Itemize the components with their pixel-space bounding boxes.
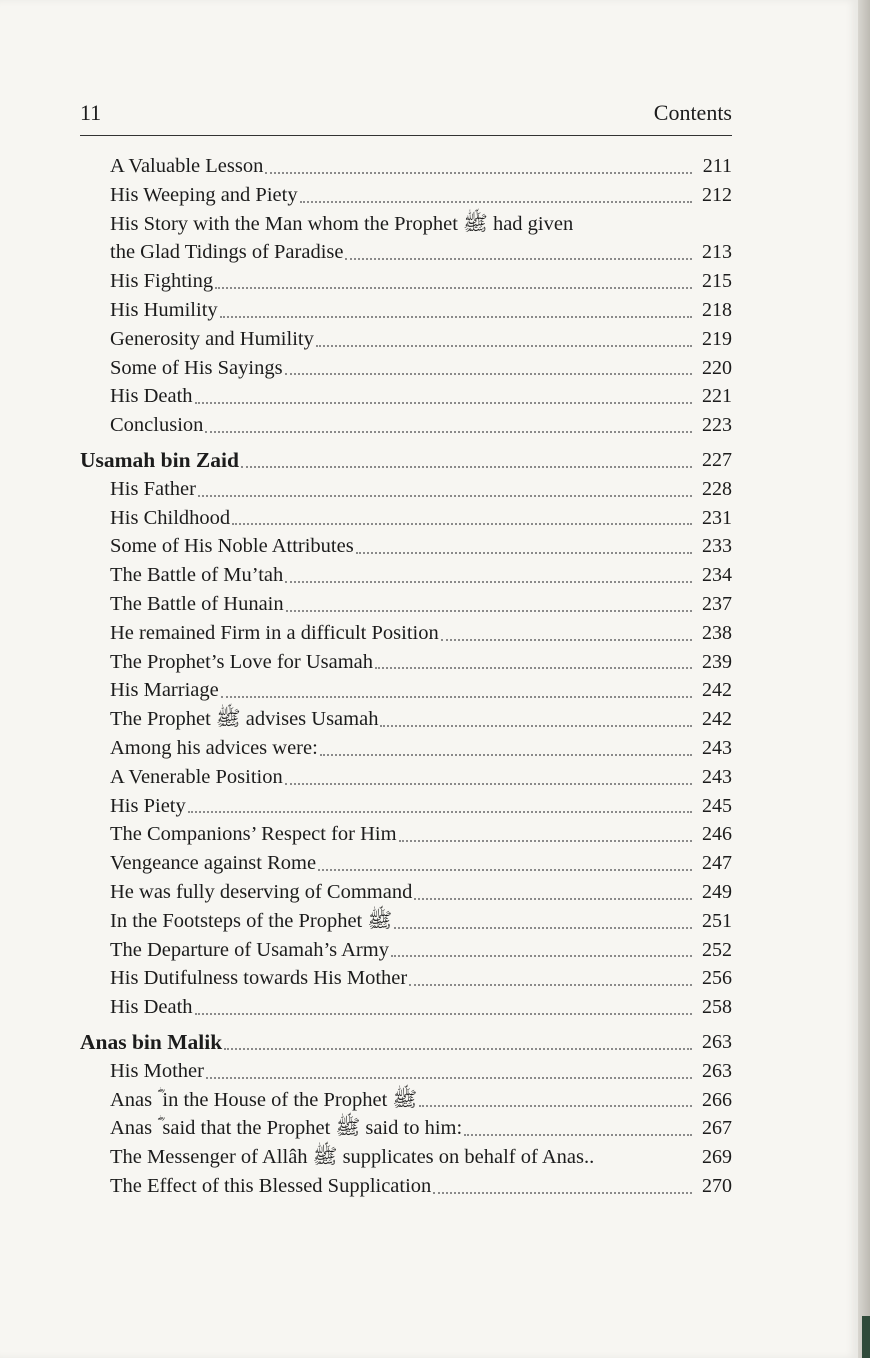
- toc-entry-title: Vengeance against Rome: [110, 852, 317, 875]
- toc-entry-title: Anas bin Malik: [80, 1029, 223, 1054]
- toc-entry: [80, 532, 732, 561]
- book-cover-edge: [862, 1316, 870, 1358]
- toc-entry-page: 249: [702, 880, 732, 903]
- toc-entry-page: 267: [702, 1117, 732, 1140]
- running-title: Contents: [653, 100, 732, 125]
- toc-entry-title: Generosity and Humility: [110, 327, 314, 350]
- dot-leader: [391, 955, 692, 957]
- toc-entry: [80, 1086, 732, 1115]
- dot-leader: [206, 1077, 692, 1079]
- toc-entry-title: He was fully deserving of Command: [110, 880, 413, 903]
- toc-entry: [80, 210, 732, 239]
- toc-entry-page: 243: [702, 765, 732, 788]
- dot-leader: [232, 523, 692, 525]
- dot-leader: [409, 984, 692, 986]
- toc-entry: [80, 619, 732, 648]
- dot-leader: [433, 1192, 692, 1194]
- toc-entry-title: The Departure of Usamah’s Army: [110, 938, 389, 961]
- toc-entry-page: 247: [702, 852, 732, 875]
- toc-entry-title: Usamah bin Zaid: [80, 447, 239, 472]
- dot-leader: [265, 172, 692, 174]
- toc-entry: [80, 382, 732, 411]
- toc-entry: [80, 411, 732, 440]
- toc-entry-page: 242: [702, 708, 732, 731]
- dot-leader: [316, 345, 692, 347]
- toc-entry-title: The Effect of this Blessed Supplication: [110, 1174, 432, 1197]
- toc-entry-title: The Battle of Mu’tah: [110, 564, 284, 587]
- toc-entry-title: Conclusion: [110, 414, 204, 437]
- toc-entry-title: His Dutifulness towards His Mother: [110, 967, 408, 990]
- page-header: [80, 100, 732, 126]
- toc-entry: [80, 734, 732, 763]
- toc-entry: [80, 590, 732, 619]
- toc-entry-title: His Piety: [110, 794, 186, 817]
- toc-entry: [80, 296, 732, 325]
- toc-entry: [80, 705, 732, 734]
- toc-entry-title: His Death: [110, 385, 193, 408]
- toc-entry-title: His Marriage: [110, 679, 219, 702]
- toc-entry-title: He remained Firm in a difficult Position: [110, 621, 439, 644]
- toc-entry-title: The Battle of Hunain: [110, 592, 284, 615]
- dot-leader: [318, 869, 692, 871]
- toc-entry-page: 245: [702, 794, 732, 817]
- toc-entry-title: Some of His Sayings: [110, 356, 283, 379]
- toc-entry-title: The Prophet’s Love for Usamah: [110, 650, 374, 673]
- toc-entry: [80, 936, 732, 965]
- toc-entry-title: The Companions’ Respect for Him: [110, 823, 397, 846]
- dot-leader: [320, 754, 692, 756]
- toc-entry-page: 239: [702, 650, 732, 673]
- dot-leader: [419, 1105, 692, 1107]
- dot-leader: [380, 725, 692, 727]
- dot-leader: [441, 639, 692, 641]
- dot-leader: [198, 495, 692, 497]
- dot-leader: [221, 696, 692, 698]
- toc-entry-page: 212: [702, 183, 732, 206]
- dot-leader: [375, 667, 692, 669]
- book-spine-edge: [858, 0, 870, 1358]
- toc-entry-page: 219: [702, 327, 732, 350]
- toc-entry-title: His Humility: [110, 298, 218, 321]
- toc-entry: [80, 181, 732, 210]
- toc-entry-page: 211: [702, 155, 732, 177]
- toc-entry-page: 252: [702, 938, 732, 961]
- dot-leader: [205, 431, 692, 433]
- toc-entry-title: A Valuable Lesson: [110, 155, 264, 177]
- toc-entry-title: His Childhood: [110, 506, 231, 529]
- toc-entry-title: His Mother: [110, 1059, 204, 1082]
- toc-entry: [80, 1172, 732, 1201]
- toc-entry-page: 238: [702, 621, 732, 644]
- dot-leader: [285, 581, 692, 583]
- toc-entry-page: 246: [702, 823, 732, 846]
- toc-entry-title: His Father: [110, 477, 196, 500]
- toc-entry: [80, 354, 732, 383]
- toc-entry-title: Some of His Noble Attributes: [110, 535, 354, 558]
- toc-entry-page: 237: [702, 592, 732, 615]
- dot-leader: [345, 258, 692, 260]
- dot-leader: [195, 402, 692, 404]
- toc-entry: [80, 238, 732, 267]
- toc-entry-page: 258: [702, 996, 732, 1019]
- dot-leader: [215, 287, 692, 289]
- dot-leader: [285, 783, 692, 785]
- dot-leader: [394, 927, 692, 929]
- toc-entry-page: 242: [702, 679, 732, 702]
- dot-leader: [188, 811, 692, 813]
- toc-entry-page: 234: [702, 564, 732, 587]
- toc-entry: [80, 849, 732, 878]
- toc-entry-page: 266: [702, 1088, 732, 1111]
- toc-entry-page: 223: [702, 414, 732, 437]
- toc-entry-page: 251: [702, 909, 732, 932]
- toc-entry-title: His Story with the Man whom the Prophet ﷺ had given: [110, 212, 574, 235]
- toc-entry: [80, 763, 732, 792]
- toc-entry: [80, 820, 732, 849]
- dot-leader: [285, 373, 692, 375]
- toc-entry: [80, 1114, 732, 1143]
- toc-entry-page: 256: [702, 967, 732, 990]
- toc-entry-title: Anas ؓ said that the Prophet ﷺ said to him:: [110, 1117, 463, 1140]
- toc-entry-page: 233: [702, 535, 732, 558]
- toc-entry-page: 213: [702, 241, 732, 264]
- toc-entry: [80, 152, 732, 181]
- toc-entry-page: 231: [702, 506, 732, 529]
- dot-leader: [220, 316, 692, 318]
- toc-section: [80, 446, 732, 475]
- toc-entry: [80, 325, 732, 354]
- toc-entry-title: The Messenger of Allâh ﷺ supplicates on behalf of Anas..: [110, 1146, 595, 1169]
- toc-entry: [80, 907, 732, 936]
- toc-entry-page: 221: [702, 385, 732, 408]
- dot-leader: [399, 840, 692, 842]
- toc-entry-title: A Venerable Position: [110, 765, 283, 788]
- dot-leader: [241, 466, 692, 468]
- toc-entry-page: 269: [702, 1146, 732, 1169]
- toc-entry-page: 227: [702, 448, 732, 471]
- toc-entry-page: 218: [702, 298, 732, 321]
- toc-entry: [80, 475, 732, 504]
- toc-entry-page: 263: [702, 1030, 732, 1053]
- toc-entry-title: The Prophet ﷺ advises Usamah: [110, 708, 379, 731]
- table-of-contents: [80, 152, 732, 1201]
- toc-entry: [80, 1057, 732, 1086]
- toc-entry-title: His Weeping and Piety: [110, 183, 298, 206]
- header-rule: [80, 135, 732, 136]
- toc-entry-title: In the Footsteps of the Prophet ﷺ: [110, 909, 393, 932]
- toc-entry-title: Anas ؓ in the House of the Prophet ﷺ: [110, 1088, 418, 1111]
- toc-entry-title: Among his advices were:: [110, 736, 318, 759]
- toc-entry-page: 228: [702, 477, 732, 500]
- toc-entry: [80, 676, 732, 705]
- dot-leader: [414, 898, 692, 900]
- toc-entry-page: 263: [702, 1059, 732, 1082]
- toc-entry-title: His Fighting: [110, 270, 214, 293]
- dot-leader: [195, 1013, 692, 1015]
- toc-entry: [80, 561, 732, 590]
- toc-entry: [80, 648, 732, 677]
- toc-entry: [80, 267, 732, 296]
- toc-entry-page: 270: [702, 1174, 732, 1197]
- toc-entry-page: 220: [702, 356, 732, 379]
- dot-leader: [300, 201, 692, 203]
- toc-entry: [80, 878, 732, 907]
- dot-leader: [356, 552, 692, 554]
- toc-entry: [80, 964, 732, 993]
- toc-entry-page: 243: [702, 736, 732, 759]
- toc-entry: [80, 504, 732, 533]
- toc-entry-title: the Glad Tidings of Paradise: [110, 241, 344, 264]
- toc-entry-page: 215: [702, 270, 732, 293]
- dot-leader: [224, 1048, 692, 1050]
- page-number: 11: [80, 100, 102, 125]
- toc-entry: [80, 993, 732, 1022]
- dot-leader: [286, 610, 692, 612]
- toc-entry: [80, 1143, 732, 1172]
- dot-leader: [464, 1134, 692, 1136]
- toc-entry-title: His Death: [110, 996, 193, 1019]
- toc-section: [80, 1028, 732, 1057]
- toc-entry: [80, 792, 732, 821]
